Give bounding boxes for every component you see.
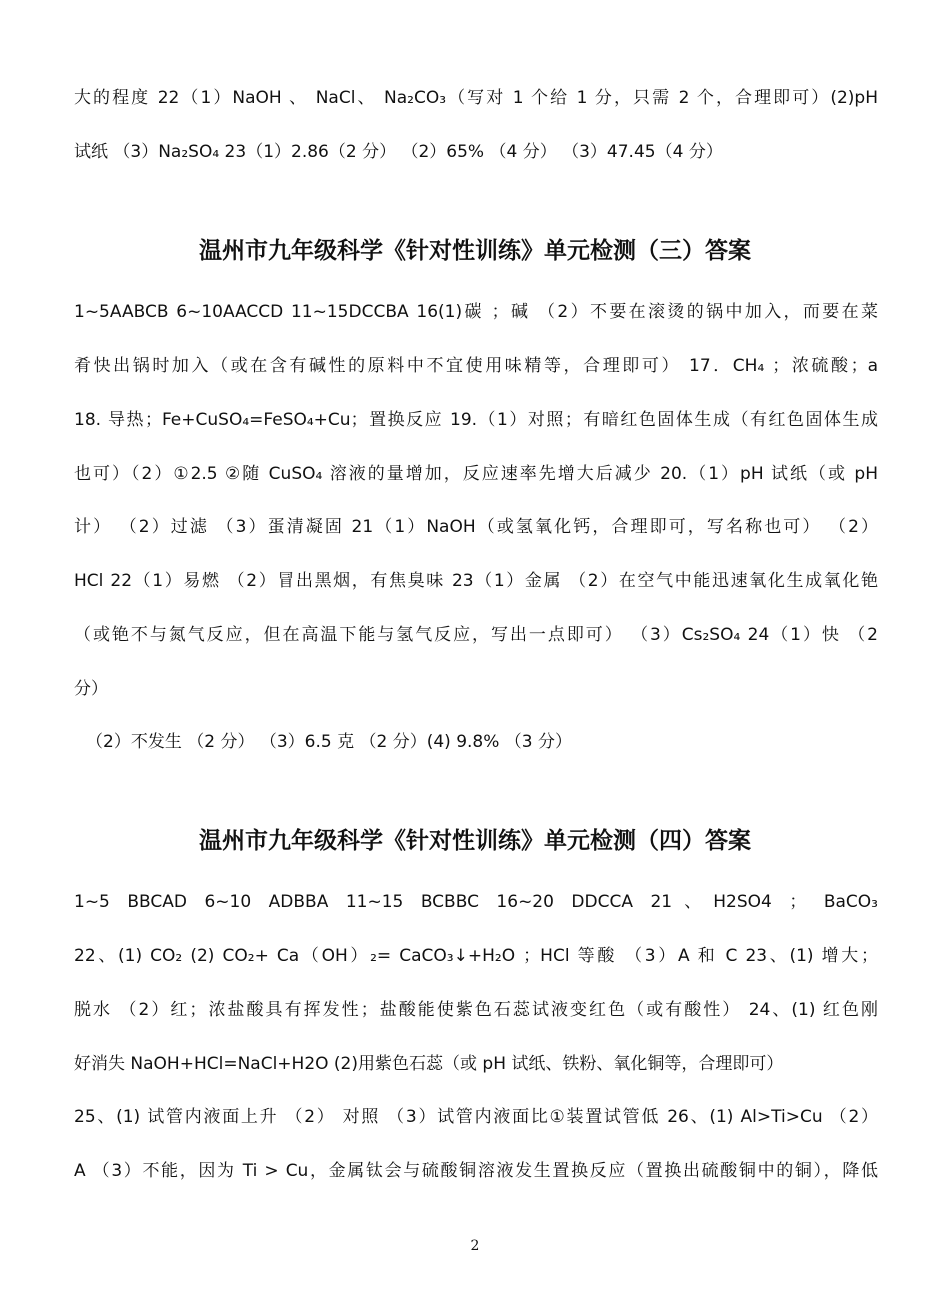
line-01: 大的程度 22（1）NaOH 、 NaCl、 Na₂CO₃（写对 1 个给 1 分，只需 2 个，合理即可）(2)pH [74, 88, 878, 108]
line-07: 计） （2）过滤 （3）蛋清凝固 21（1）NaOH（或氢氧化钙，合理即可，写名称也可） （2） [74, 517, 878, 537]
line-10: 分） [74, 679, 108, 699]
line-13: 22、(1) CO₂ (2) CO₂+ Ca（OH）₂= CaCO₃↓+H₂O ；HCl 等酸 （3）A 和 C 23、(1) 增大； [74, 946, 878, 966]
line-14: 脱水 （2）红；浓盐酸具有挥发性；盐酸能使紫色石蕊试液变红色（或有酸性） 24、(1) 红色刚 [74, 1000, 878, 1020]
line-03: 1~5AABCB 6~10AACCD 11~15DCCBA 16(1)碳 ；碱 （2）不要在滚烫的锅中加入，而要在菜 [74, 302, 878, 322]
line-16: 25、(1) 试管内液面上升 （2） 对照 （3）试管内液面比①装置试管低 26、(1) Al>Ti>Cu （2） [74, 1107, 878, 1127]
section-heading-3: 温州市九年级科学《针对性训练》单元检测（三）答案 [199, 238, 751, 264]
line-08: HCl 22（1）易燃 （2）冒出黑烟，有焦臭味 23（1）金属 （2）在空气中能迅速氧化生成氧化铯 [74, 571, 878, 591]
line-15: 好消失 NaOH+HCl=NaCl+H2O (2)用紫色石蕊（或 pH 试纸、铁粉、氧化铜等，合理即可） [74, 1054, 784, 1074]
line-06: 也可）（2）①2.5 ②随 CuSO₄ 溶液的量增加，反应速率先增大后减少 20.（1）pH 试纸（或 pH [74, 464, 878, 484]
page-number: 2 [470, 1238, 480, 1254]
section-heading-4: 温州市九年级科学《针对性训练》单元检测（四）答案 [199, 828, 751, 854]
line-05: 18. 导热；Fe+CuSO₄=FeSO₄+Cu；置换反应 19.（1）对照；有暗红色固体生成（有红色固体生成 [74, 410, 878, 430]
line-02: 试纸 （3）Na₂SO₄ 23（1）2.86（2 分） （2）65% （4 分） （3）47.45（4 分） [74, 142, 723, 162]
line-12: 1~5 BBCAD 6~10 ADBBA 11~15 BCBBC 16~20 DDCCA 21、H2SO4 ； BaCO₃ [74, 892, 878, 912]
line-11: （2）不发生 （2 分） （3）6.5 克 （2 分）(4) 9.8% （3 分） [86, 732, 573, 752]
line-04: 肴快出锅时加入（或在含有碱性的原料中不宜使用味精等，合理即可） 17．CH₄ ；浓硫酸；a [74, 356, 878, 376]
line-17: A （3）不能，因为 Ti > Cu，金属钛会与硫酸铜溶液发生置换反应（置换出硫酸铜中的铜），降低 [74, 1161, 878, 1181]
line-09: （或铯不与氮气反应，但在高温下能与氢气反应，写出一点即可） （3）Cs₂SO₄ 24（1）快 （2 [74, 625, 878, 645]
